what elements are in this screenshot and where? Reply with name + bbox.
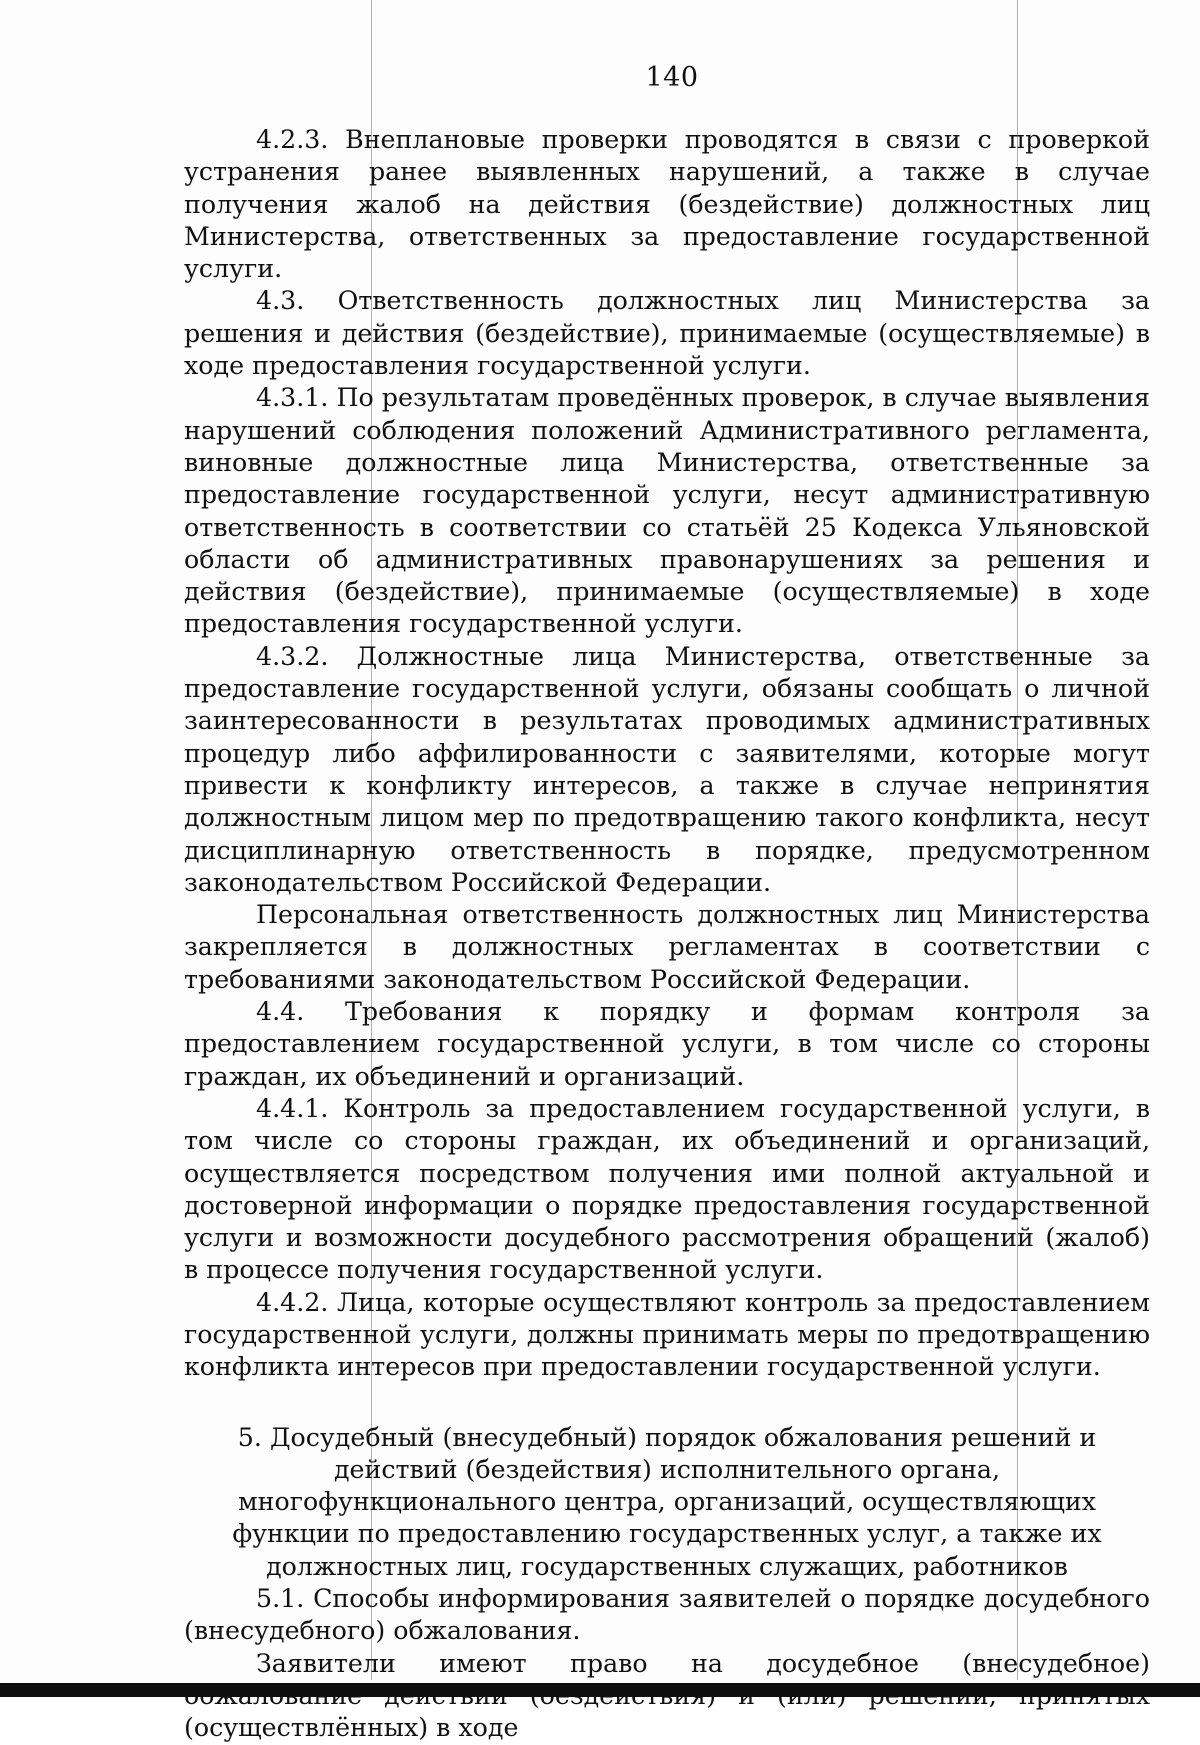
document-body	[184, 124, 1150, 1745]
paragraph-4-3-2: 4.3.2. Должностные лица Министерства, ответственные за предоставление государственной услуги, обязаны сообщать о личной заинтересованности в результатах проводимых административных процедур либо аффилированности с заявителями, которые могут привести к конфликту интересов, а также в случае непринятия должностным лицом мер по предотвращению такого конфликта, несут дисциплинарную ответственность в порядке, предусмотренном законодательством Российской Федерации.	[184, 641, 1150, 897]
section-5-heading: 5. Досудебный (внесудебный) порядок обжалования решений и действий (бездействия) исполнительного органа, многофункционального центра, организаций, осуществляющих функции по предоставлению государственных услуг, а также их должностных лиц, государственных служащих, работников	[232, 1422, 1102, 1581]
paragraph-4-2-3: 4.2.3. Внеплановые проверки проводятся в связи с проверкой устранения ранее выявленных нарушений, а также в случае получения жалоб на действия (бездействие) должностных лиц Министерства, ответственных за предоставление государственной услуги.	[184, 125, 1150, 284]
paragraph-5-1: 5.1. Способы информирования заявителей о порядке досудебного (внесудебного) обжалования.	[184, 1584, 1150, 1646]
paragraph-4-4-1: 4.4.1. Контроль за предоставлением государственной услуги, в том числе со стороны граждан, их объединений и организаций, осуществляется посредством получения ими полной актуальной и достоверной информации о порядке предоставления государственной услуги и возможности досудебного рассмотрения обращений (жалоб) в процессе получения государственной услуги.	[184, 1093, 1150, 1285]
page-number: 140	[645, 62, 699, 93]
paragraph-4-4: 4.4. Требования к порядку и формам контроля за предоставлением государственной услуги, в том числе со стороны граждан, их объединений и организаций.	[184, 997, 1150, 1091]
paragraph-4-3-1: 4.3.1. По результатам проведённых проверок, в случае выявления нарушений соблюдения положений Административного регламента, виновные должностные лица Министерства, ответственные за предоставление государственной услуги, несут административную ответственность в соответствии со статьёй 25 Кодекса Ульяновской области об административных правонарушениях за решения и действия (бездействие), принимаемые (осуществляемые) в ходе предоставления государственной услуги.	[184, 383, 1150, 639]
scan-bottom-border	[0, 1683, 1200, 1697]
paragraph-personal-responsibility: Персональная ответственность должностных лиц Министерства закрепляется в должностных регламентах в соответствии с требованиями законодательством Российской Федерации.	[184, 900, 1150, 994]
paragraph-4-4-2: 4.4.2. Лица, которые осуществляют контроль за предоставлением государственной услуги, должны принимать меры по предотвращению конфликта интересов при предоставлении государственной услуги.	[184, 1287, 1150, 1382]
paragraph-appellants-right: Заявители имеют право на досудебное (внесудебное) (осуществлённых) в ходе	[184, 1648, 1150, 1743]
paragraph-4-3: 4.3. Ответственность должностных лиц Министерства за решения и действия (бездействие), принимаемые (осуществляемые) в ходе предоставления государственной услуги.	[184, 286, 1150, 381]
